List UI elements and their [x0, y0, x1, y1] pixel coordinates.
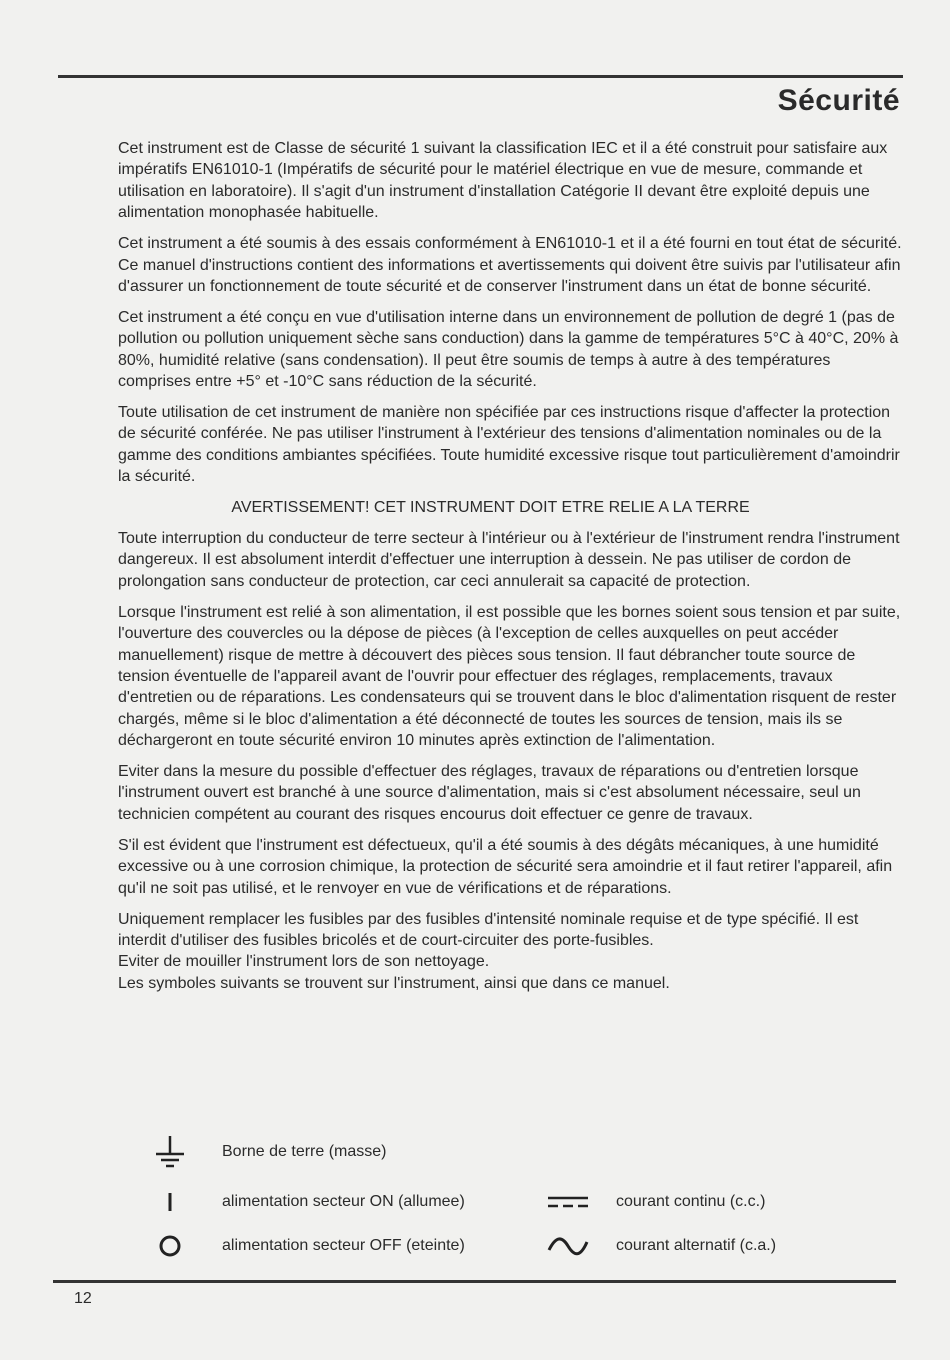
footer-rule: [53, 1280, 896, 1283]
paragraph-environment: Cet instrument a été conçu en vue d'utilisation interne dans un environnement de pollution de degré 1 (pas de pollution ou pollution uniquement sèche sans conduction) dans la gamme de températures 5°C à 40°C, 20% à 80%, humidité relative (sans condensation). Il peut être soumis de temps à autre à des températures comprises entre +5° et -10°C sans réduction de la sécurité.: [118, 308, 899, 391]
symbol-on-label: alimentation secteur ON (allumee): [222, 1193, 465, 1210]
header-rule: [58, 75, 903, 78]
paragraph-fuses: Uniquement remplacer les fusibles par des fusibles d'intensité nominale requise et de type spécifié. Il est interdit d'utiliser des fusibles bricolés et de court-circuiter des porte-fusibles.: [118, 910, 859, 949]
symbol-ac-label: courant alternatif (c.a.): [616, 1237, 777, 1254]
alternating-current-icon: [546, 1228, 590, 1264]
page-number: 12: [74, 1290, 92, 1307]
paragraph-symbols-intro: Les symboles suivants se trouvent sur l'instrument, ainsi que dans ce manuel.: [118, 974, 670, 992]
power-off-icon: [152, 1228, 188, 1264]
paragraph-avoid-adjustments: Eviter dans la mesure du possible d'effectuer des réglages, travaux de réparations ou d'entretien lorsque l'instrument ouvert est branché à une source d'alimentation, mais si c'est absolument nécessaire, seul un technicien compétent au courant des risques encourus doit effectuer ce genre de travaux.: [118, 763, 861, 823]
symbol-dc-label: courant continu (c.c.): [616, 1193, 766, 1210]
paragraph-earth-interruption: Toute interruption du conducteur de terre secteur à l'intérieur ou à l'extérieur de l'instrument rendra l'instrument dangereux. Il est absolument interdit d'effectuer une interruption à dessein. Ne pas utiliser de cordon de prolongation sans conducteur de protection, car ceci annulerait sa capacité de protection.: [118, 530, 900, 590]
symbol-power-on: [152, 1184, 465, 1220]
earth-ground-icon: [152, 1134, 188, 1170]
symbol-power-off: [152, 1228, 465, 1264]
symbol-legend: [148, 1130, 848, 1270]
paragraph-testing: Cet instrument a été soumis à des essais conformément à EN61010-1 et il a été fourni en tout état de sécurité. Ce manuel d'instructions contient des informations et avertissements qui doivent être suivis par l'utilisateur afin d'assurer un fonctionnement de toute sécurité et de conserver l'instrument dans un état de bonne sécurité.: [118, 235, 902, 295]
direct-current-icon: [546, 1184, 590, 1220]
paragraph-misuse: Toute utilisation de cet instrument de manière non spécifiée par ces instructions risque d'affecter la protection de sécurité conférée. Ne pas utiliser l'instrument à l'extérieur des tensions d'alimentation nominales ou de la gamme des conditions ambiantes spécifiées. Toute humidité excessive risque tout particulièrement d'amoindrir la sécurité.: [118, 403, 900, 486]
symbol-off-label: alimentation secteur OFF (eteinte): [222, 1237, 465, 1254]
symbol-earth-label: Borne de terre (masse): [222, 1143, 387, 1160]
paragraph-safety-class: Cet instrument est de Classe de sécurité 1 suivant la classification IEC et il a été construit pour satisfaire aux impératifs EN61010-1 (Impératifs de sécurité pour le matériel électrique en vue de mesure, commande et utilisation en laboratoire). Il s'agit d'un instrument d'installation Catégorie II devant être exploité depuis une alimentation monophasée habituelle.: [118, 140, 888, 222]
paragraph-defective: S'il est évident que l'instrument est défectueux, qu'il a été soumis à des dégâts mécaniques, à une humidité excessive ou à une corrosion chimique, la protection de sécurité sera amoindrie et il faut retirer l'appareil, afin qu'il ne soit pas utilisé, et le renvoyer en vue de vérifications et de réparations.: [118, 836, 893, 897]
symbol-alternating-current: [546, 1228, 776, 1264]
page-title: Sécurité: [777, 84, 900, 117]
body-text: [118, 138, 903, 994]
power-on-icon: [152, 1184, 188, 1220]
paragraph-live-terminals: Lorsque l'instrument est relié à son alimentation, il est possible que les bornes soient sous tension et par suite, l'ouverture des couvercles ou la dépose de pièces (à l'exception de celles auxquelles on peut accéder manuellement) risque de mettre à découvert des pièces sous tension. Il faut débrancher toute source de tension éventuelle de l'appareil avant de l'ouvrir pour effectuer des réglages, remplacements, travaux d'entretien ou de réparations. Les condensateurs qui se trouvent dans le bloc d'alimentation risquent de rester chargés, même si le bloc d'alimentation a été déconnecté de toutes les sources de tension, mais ils se déchargeront en toute sécurité environ 10 minutes après extinction de l'alimentation.: [118, 603, 901, 750]
earth-warning-heading: AVERTISSEMENT! CET INSTRUMENT DOIT ETRE RELIE A LA TERRE: [231, 499, 750, 517]
symbol-direct-current: [546, 1184, 765, 1220]
symbol-earth: [152, 1134, 387, 1170]
paragraph-cleaning: Eviter de mouiller l'instrument lors de son nettoyage.: [118, 953, 490, 971]
